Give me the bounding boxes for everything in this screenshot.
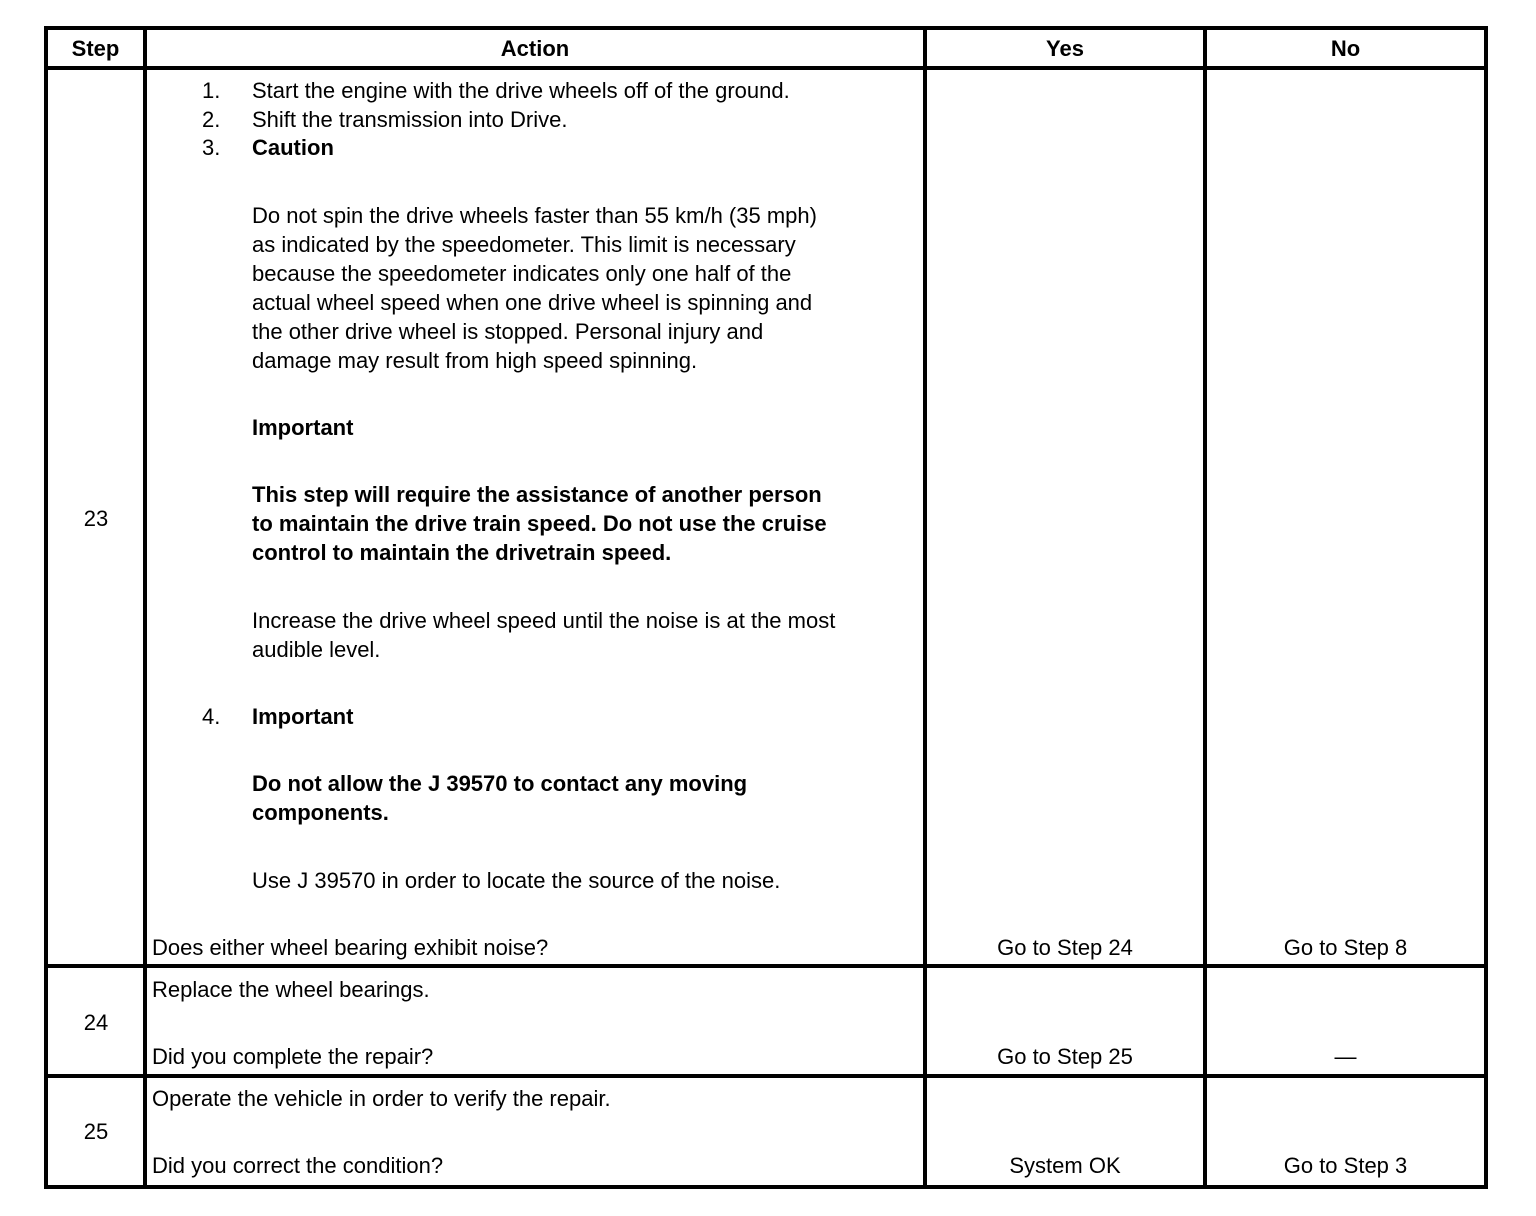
instruction-text: audible level. (252, 637, 381, 662)
question-text: Did you correct the condition? (152, 1153, 444, 1178)
important-text: control to maintain the drivetrain speed. (252, 540, 672, 565)
list-item-text: Shift the transmission into Drive. (252, 107, 568, 132)
header-yes: Yes (1046, 35, 1084, 61)
important-text: components. (252, 800, 389, 825)
action-text: Replace the wheel bearings. (152, 977, 430, 1002)
action-text: Operate the vehicle in order to verify the repair. (152, 1086, 611, 1111)
row-divider-23 (44, 964, 1488, 968)
caution-text: because the speedometer indicates only one half of the (252, 261, 792, 286)
question-text: Does either wheel bearing exhibit noise? (152, 935, 549, 960)
caution-heading: Caution (252, 135, 334, 160)
step-number: 23 (83, 506, 109, 531)
important-text: to maintain the drive train speed. Do not use the cruise (252, 511, 827, 536)
header-step: Step (71, 35, 120, 61)
list-number: 2. (202, 107, 221, 132)
caution-text: the other drive wheel is stopped. Personal injury and (252, 319, 764, 344)
table-border-bottom (44, 1185, 1488, 1189)
caution-text: as indicated by the speedometer. This limit is necessary (252, 232, 796, 257)
important-heading: Important (252, 704, 354, 729)
row-divider-24 (44, 1074, 1488, 1078)
table-border-right (1484, 26, 1488, 1189)
list-item-text: Start the engine with the drive wheels off of the ground. (252, 78, 790, 103)
important-text: Do not allow the J 39570 to contact any moving (252, 771, 748, 796)
yes-result: Go to Step 24 (997, 935, 1133, 960)
step-number: 25 (83, 1119, 109, 1144)
list-number: 4. (202, 704, 221, 729)
question-text: Did you complete the repair? (152, 1044, 434, 1069)
caution-text: actual wheel speed when one drive wheel is spinning and (252, 290, 813, 315)
header-no: No (1330, 35, 1361, 61)
header-action: Action (500, 35, 570, 61)
column-divider-yes (1203, 26, 1207, 1189)
step-number: 24 (83, 1010, 109, 1035)
important-heading: Important (252, 415, 354, 440)
no-result: Go to Step 8 (1283, 935, 1408, 960)
caution-text: damage may result from high speed spinning. (252, 348, 698, 373)
no-result: Go to Step 3 (1283, 1153, 1408, 1178)
list-number: 3. (202, 135, 221, 160)
important-text: This step will require the assistance of another person (252, 482, 822, 507)
caution-text: Do not spin the drive wheels faster than 55 km/h (35 mph) (252, 203, 817, 228)
yes-result: System OK (1009, 1153, 1121, 1178)
yes-result: Go to Step 25 (997, 1044, 1133, 1069)
column-divider-action (923, 26, 927, 1189)
list-number: 1. (202, 78, 221, 103)
instruction-text: Increase the drive wheel speed until the noise is at the most (252, 608, 836, 633)
no-result: — (1334, 1044, 1357, 1069)
instruction-text: Use J 39570 in order to locate the source of the noise. (252, 868, 781, 893)
